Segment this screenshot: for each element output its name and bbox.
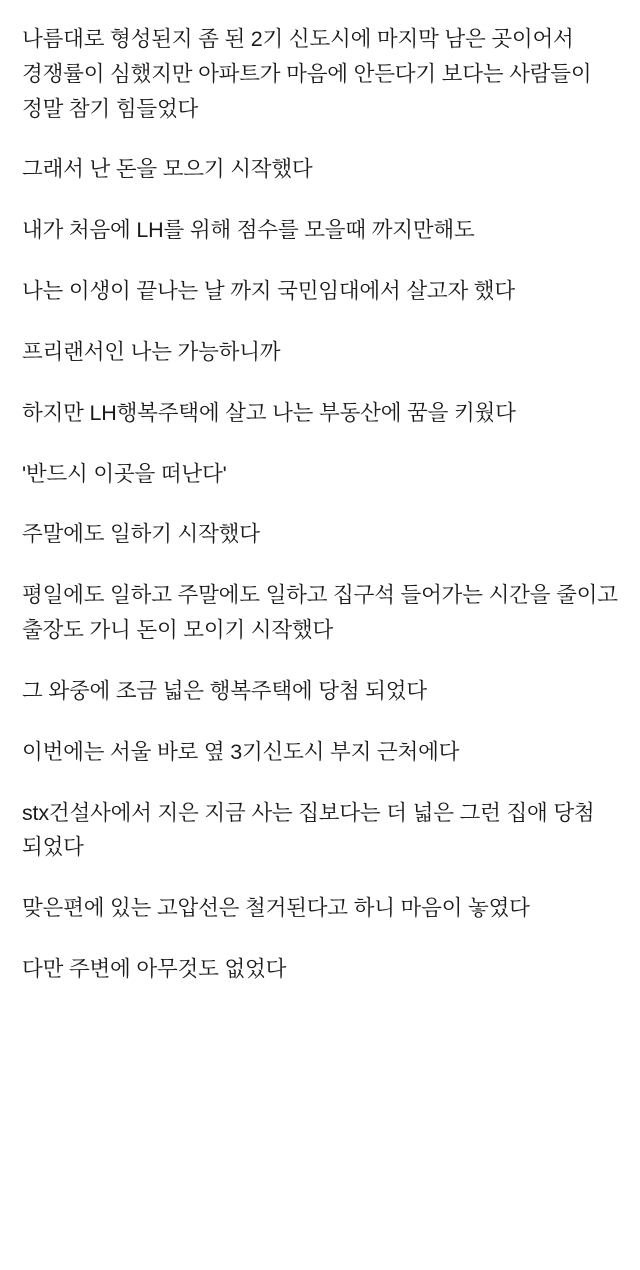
paragraph: 그 와중에 조금 넓은 행복주택에 당첨 되었다 xyxy=(22,678,427,703)
paragraph: 이번에는 서울 바로 옆 3기신도시 부지 근처에다 xyxy=(22,739,460,764)
paragraph: 내가 처음에 LH를 위해 점수를 모을때 까지만해도 xyxy=(22,218,475,243)
paragraph: '반드시 이곳을 떠난다' xyxy=(22,461,227,486)
paragraph: 그래서 난 돈을 모으기 시작했다 xyxy=(22,157,313,182)
post-body xyxy=(22,22,624,987)
paragraph: 다만 주변에 아무것도 없었다 xyxy=(22,957,287,982)
paragraph: 나름대로 형성된지 좀 된 2기 신도시에 마지막 남은 곳이어서 경쟁률이 심했지만 아파트가 마음에 안든다기 보다는 사람들이 정말 참기 힘들었다 xyxy=(22,27,598,121)
paragraph: 프리랜서인 나는 가능하니까 xyxy=(22,339,281,364)
paragraph: 나는 이생이 끝나는 날 까지 국민임대에서 살고자 했다 xyxy=(22,279,515,304)
paragraph: 주말에도 일하기 시작했다 xyxy=(22,522,260,547)
paragraph: stx건설사에서 지은 지금 사는 집보다는 더 넓은 그런 집애 당첨 되었다 xyxy=(22,800,601,860)
paragraph: 평일에도 일하고 주말에도 일하고 집구석 들어가는 시간을 줄이고 출장도 가니 돈이 모이기 시작했다 xyxy=(22,583,624,643)
paragraph: 맞은편에 있는 고압선은 철거된다고 하니 마음이 놓였다 xyxy=(22,896,530,921)
paragraph: 하지만 LH행복주택에 살고 나는 부동산에 꿈을 키웠다 xyxy=(22,400,516,425)
